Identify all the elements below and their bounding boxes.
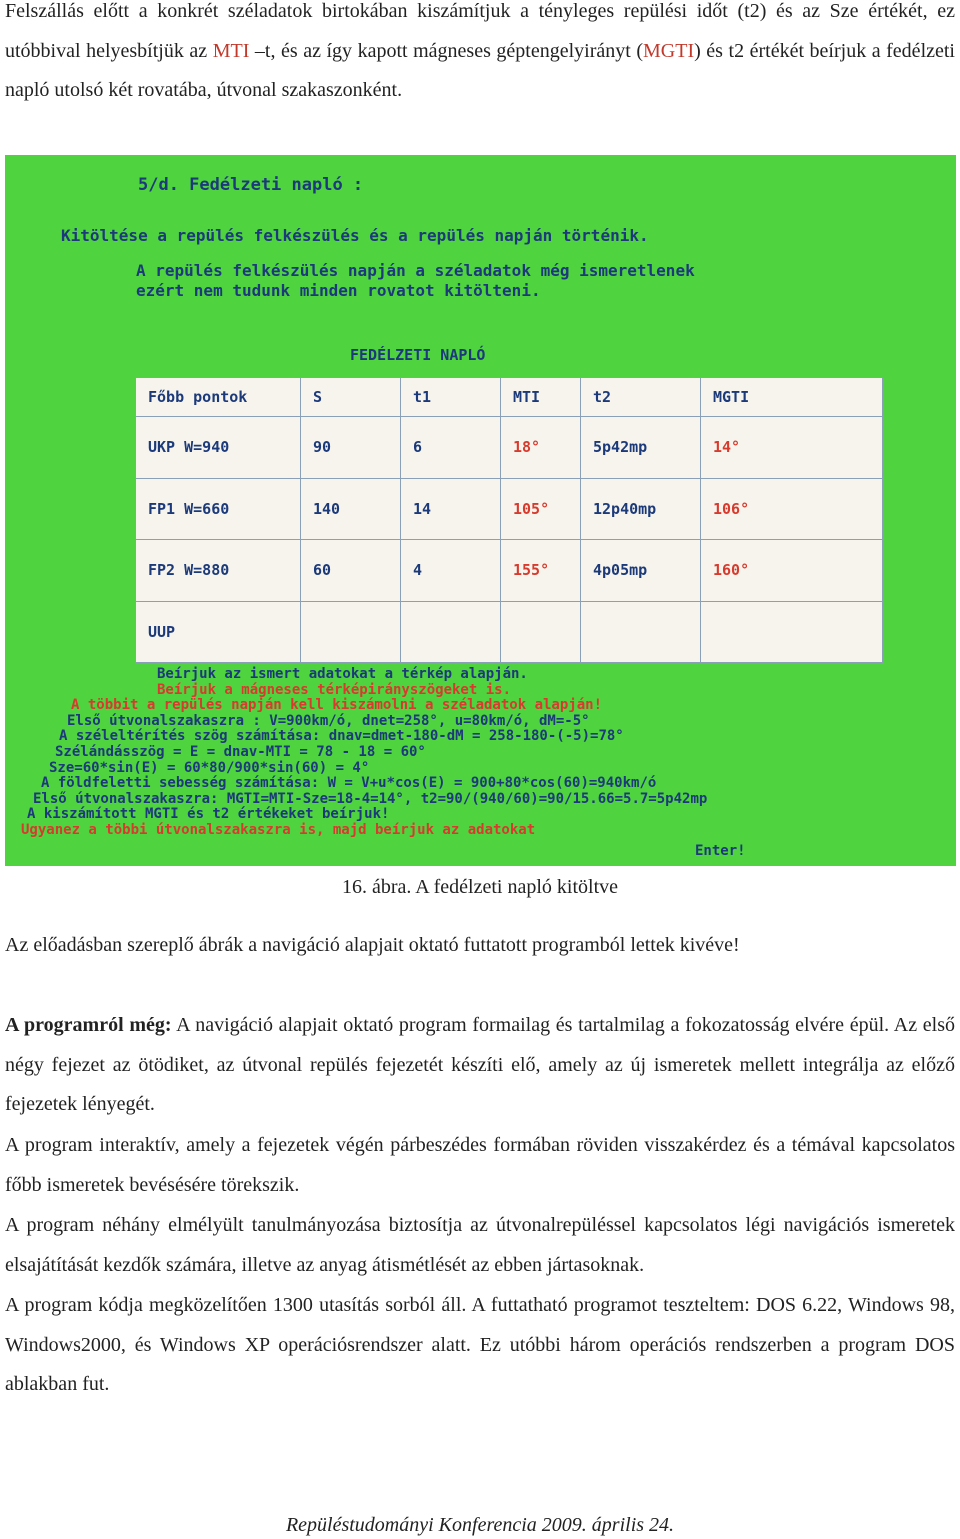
intro-text-3: ) és t2 értékét beírjuk a fedélzeti napló utolsó két rovatába, útvonal szakaszonként. xyxy=(5,39,955,101)
calculation-line: A kiszámított MGTI és t2 értékeket beírjuk! xyxy=(27,806,390,823)
page-footer: Repüléstudományi Konferencia 2009. április 24. xyxy=(285,1514,675,1536)
calculation-line: A többit a repülés napján kell kiszámolni a széladatok alapján! xyxy=(71,697,603,714)
paragraph-lead: A programról még: xyxy=(5,1014,172,1036)
calculation-line: Ugyanez a többi útvonalszakaszra is, majd beírjuk az adatokat xyxy=(21,821,536,838)
table-cell: UUP xyxy=(136,601,301,663)
screen-intro-line: Kitöltése a repülés felkészülés és a repülés napján történik. xyxy=(61,226,649,245)
intro-paragraph xyxy=(5,0,955,111)
paragraph-about-program xyxy=(5,1006,955,1125)
column-header: MTI xyxy=(501,378,581,417)
table-cell: FP1 W=660 xyxy=(136,478,301,540)
calculation-line: Beírjuk a mágneses térképirányszögeket is. xyxy=(157,681,512,698)
paragraph-code: A program kódja megközelítően 1300 utasítás sorból áll. A futtatható programot teszteltem: DOS 6.22, Windows 98, Windows2000, és Windows XP operációsrendszer alatt. Ez utóbbi három operációs rendszerben a program DOS ablakban fut. xyxy=(5,1294,955,1395)
column-header: t2 xyxy=(581,378,701,417)
mgti-term: MGTI xyxy=(643,39,695,62)
column-header: MGTI xyxy=(701,378,883,417)
calculation-line: Beírjuk az ismert adatokat a térkép alapján. xyxy=(157,666,528,682)
calculation-line: Szélándásszög = E = dnav-MTI = 78 - 18 = 60° xyxy=(55,743,426,760)
figure-screenshot xyxy=(5,155,956,866)
paragraph-figures-note: Az előadásban szereplő ábrák a navigáció alapjait oktató futtatott programból lettek kivéve! xyxy=(5,934,740,956)
screen-title: 5/d. Fedélzeti napló : xyxy=(138,175,364,195)
screen-intro-line: ezért nem tudunk minden rovatot kitölteni. xyxy=(136,281,541,300)
table-cell: 60 xyxy=(301,540,401,602)
table-row xyxy=(136,601,883,663)
figure-caption: 16. ábra. A fedélzeti napló kitöltve xyxy=(341,876,619,898)
column-header: t1 xyxy=(401,378,501,417)
table-cell xyxy=(401,601,501,663)
table-cell: 18° xyxy=(501,417,581,479)
table-cell: 6 xyxy=(401,417,501,479)
table-row xyxy=(136,478,883,540)
table-cell: 4 xyxy=(401,540,501,602)
paragraph-study: A program néhány elmélyült tanulmányozása biztosítja az útvonalrepüléssel kapcsolatos légi navigációs ismeretek elsajátítását kezdők számára, illetve az anyag átismétlését az ebben jártasoknak. xyxy=(5,1214,955,1276)
paragraph-text: A navigáció alapjait oktató program formailag és tartalmilag a fokozatosság elvére épül. Az első négy fejezet az ötödiket, az útvonal repülés fejezetét készíti elő, amely az új ismeretek mellett integrálja az előző fejezetek lényegét. xyxy=(5,1014,956,1115)
table-cell: 160° xyxy=(701,540,883,602)
mti-term: MTI xyxy=(212,39,250,62)
enter-prompt: Enter! xyxy=(695,843,746,859)
table-cell: 106° xyxy=(701,478,883,540)
table-cell: 5p42mp xyxy=(581,417,701,479)
table-cell: 105° xyxy=(501,478,581,540)
table-cell: FP2 W=880 xyxy=(136,540,301,602)
calculation-line: A széleltérítés szög számítása: dnav=dmet-180-dM = 258-180-(-5)=78° xyxy=(59,728,624,745)
table-cell xyxy=(301,601,401,663)
table-cell: 90 xyxy=(301,417,401,479)
table-header-row xyxy=(136,378,883,417)
column-header: Főbb pontok xyxy=(136,378,301,417)
flight-log-title: FEDÉLZETI NAPLÓ xyxy=(350,346,486,364)
table-cell: 155° xyxy=(501,540,581,602)
calculation-line: Első útvonalszakaszra: MGTI=MTI-Sze=18-4=14°, t2=90/(940/60)=90/15.66=5.7=5p42mp xyxy=(33,790,708,807)
table-row xyxy=(136,417,883,479)
calculation-line: Első útvonalszakaszra : V=900km/ó, dnet=258°, u=80km/ó, dM=-5° xyxy=(67,712,590,729)
calculation-line: Sze=60*sin(E) = 60*80/900*sin(60) = 4° xyxy=(49,759,370,776)
table-cell xyxy=(581,601,701,663)
table-cell: 14° xyxy=(701,417,883,479)
intro-text-2: –t, és az így kapott mágneses géptengelyirányt ( xyxy=(249,39,643,62)
table-cell xyxy=(501,601,581,663)
table-cell: 12p40mp xyxy=(581,478,701,540)
table-cell: UKP W=940 xyxy=(136,417,301,479)
table-cell: 14 xyxy=(401,478,501,540)
table-cell xyxy=(701,601,883,663)
table-row xyxy=(136,540,883,602)
screen-intro-line: A repülés felkészülés napján a széladatok még ismeretlenek xyxy=(136,261,695,280)
table-cell: 140 xyxy=(301,478,401,540)
flight-log-grid xyxy=(135,377,883,663)
intro-text-1: Felszállás előtt a konkrét széladatok birtokában kiszámítjuk a tényleges repülési időt (t2) és az Sze értékét, ez utóbbival helyesbítjük az xyxy=(5,0,955,62)
column-header: S xyxy=(301,378,401,417)
flight-log-table xyxy=(135,346,883,663)
calculation-line: A földfeletti sebesség számítása: W = V+u*cos(E) = 900+80*cos(60)=940km/ó xyxy=(41,775,657,792)
paragraph-interactive: A program interaktív, amely a fejezetek végén párbeszédes formában röviden visszakérdez és a témával kapcsolatos főbb ismeretek bevésésére törekszik. xyxy=(5,1134,955,1196)
calculation-lines xyxy=(19,667,707,839)
table-cell: 4p05mp xyxy=(581,540,701,602)
